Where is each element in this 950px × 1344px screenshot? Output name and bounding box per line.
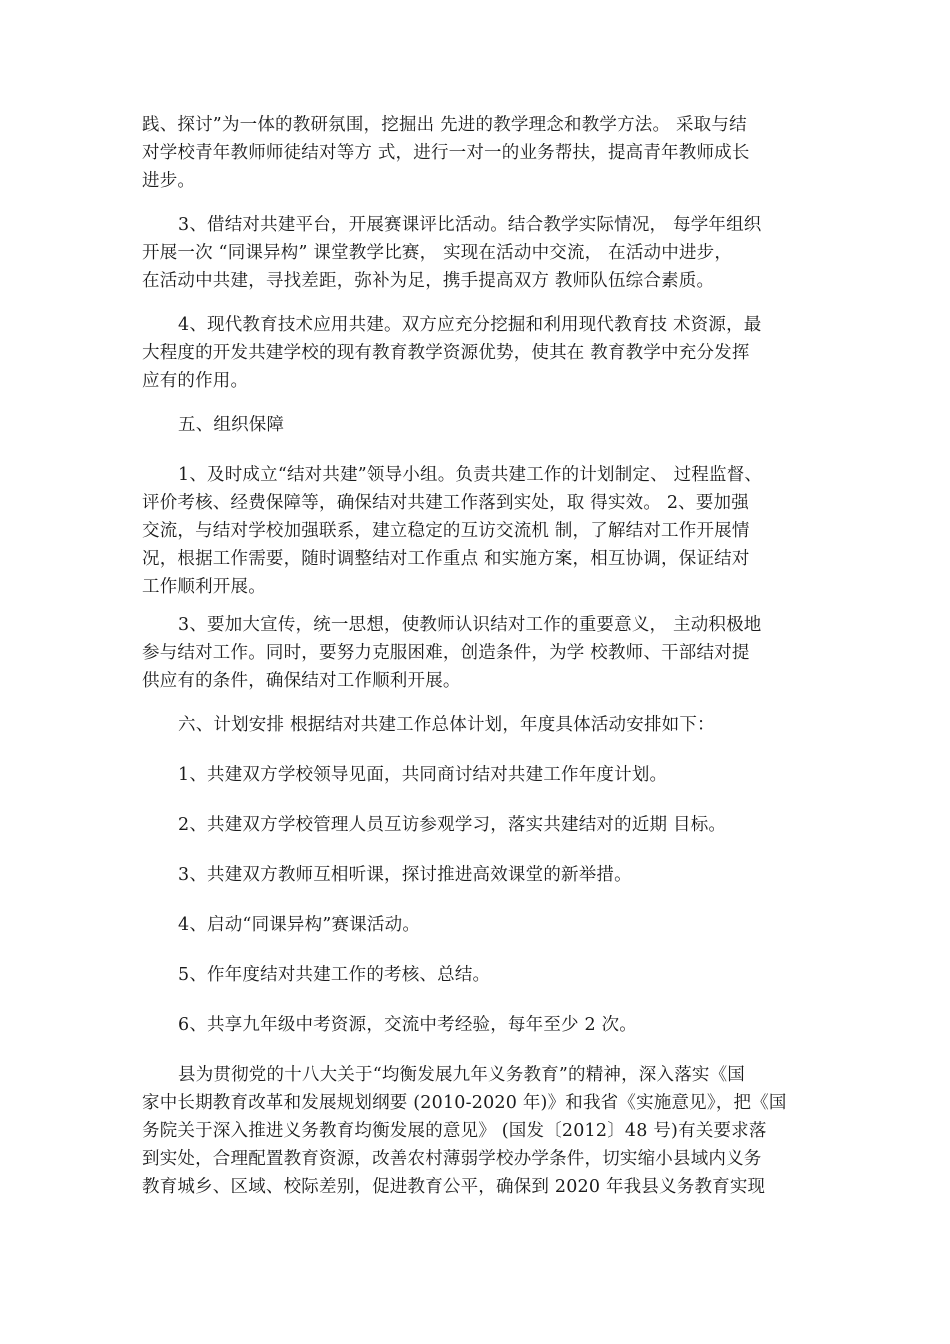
text-line: 供应有的条件，确保结对工作顺利开展。 — [142, 671, 461, 691]
text-line: 教育城乡、区域、校际差别，促进教育公平，确保到 2020 年我县义务教育实现 — [142, 1177, 766, 1197]
text-line: 3、借结对共建平台，开展赛课评比活动。结合教学实际情况， 每学年组织 — [178, 215, 762, 235]
text-line: 评价考核、经费保障等，确保结对共建工作落到实处，取 得实效。 2、要加强 — [142, 493, 749, 513]
text-line: 3、要加大宣传，统一思想，使教师认识结对工作的重要意义， 主动积极地 — [178, 615, 762, 635]
list-item: 3、共建双方教师互相听课，探讨推进高效课堂的新举措。 — [178, 865, 632, 885]
list-item: 2、共建双方学校管理人员互访参观学习，落实共建结对的近期 目标。 — [178, 815, 727, 835]
plan-item-5 — [142, 961, 812, 989]
text-line: 县为贯彻党的十八大关于“均衡发展九年义务教育”的精神，深入落实《国 — [178, 1065, 745, 1085]
plan-item-6 — [142, 1011, 812, 1039]
text-line: 务院关于深入推进义务教育均衡发展的意见》 (国发〔2012〕48 号)有关要求落 — [142, 1121, 767, 1141]
text-line: 1、及时成立“结对共建”领导小组。负责共建工作的计划制定、 过程监督、 — [178, 465, 763, 485]
text-line: 大程度的开发共建学校的现有教育教学资源优势，使其在 教育教学中充分发挥 — [142, 343, 750, 363]
plan-item-1 — [142, 761, 812, 789]
plan-item-2 — [142, 811, 812, 839]
text-line: 参与结对工作。同时，要努力克服困难，创造条件，为学 校教师、干部结对提 — [142, 643, 750, 663]
text-line: 4、现代教育技术应用共建。双方应充分挖掘和利用现代教育技 术资源，最 — [178, 315, 762, 335]
paragraph-item-3-competition — [142, 211, 812, 295]
list-item: 5、作年度结对共建工作的考核、总结。 — [178, 965, 491, 985]
list-item: 6、共享九年级中考资源，交流中考经验，每年至少 2 次。 — [178, 1015, 637, 1035]
list-item: 4、启动“同课异构”赛课活动。 — [178, 915, 421, 935]
paragraph-publicity — [142, 611, 812, 695]
text-line: 对学校青年教师师徒结对等方 式，进行一对一的业务帮扶，提高青年教师成长 — [142, 143, 750, 163]
text-line: 践、探讨”为一体的教研氛围，挖掘出 先进的教学理念和教学方法。 采取与结 — [142, 115, 747, 135]
paragraph-mentoring — [142, 111, 812, 195]
text-line: 家中长期教育改革和发展规划纲要 (2010-2020 年)》和我省《实施意见》，把《国 — [142, 1093, 787, 1113]
section-heading-6 — [142, 711, 812, 739]
list-item: 1、共建双方学校领导见面，共同商讨结对共建工作年度计划。 — [178, 765, 668, 785]
text-line: 应有的作用。 — [142, 371, 249, 391]
plan-item-4 — [142, 911, 812, 939]
text-line: 工作顺利开展。 — [142, 577, 266, 597]
text-line: 交流，与结对学校加强联系，建立稳定的互访交流机 制，了解结对工作开展情 — [142, 521, 750, 541]
text-line: 况，根据工作需要，随时调整结对工作重点 和实施方案，相互协调，保证结对 — [142, 549, 750, 569]
section-heading: 六、计划安排 根据结对共建工作总体计划，年度具体活动安排如下： — [178, 715, 715, 735]
paragraph-item-4-technology — [142, 311, 812, 395]
plan-item-3 — [142, 861, 812, 889]
text-line: 进步。 — [142, 171, 196, 191]
paragraph-county-balanced-education — [142, 1061, 812, 1201]
paragraph-leadership-group — [142, 461, 812, 601]
section-heading-5 — [142, 411, 812, 439]
text-line: 开展一次 “同课异构” 课堂教学比赛， 实现在活动中交流， 在活动中进步， — [142, 243, 733, 263]
text-line: 到实处，合理配置教育资源，改善农村薄弱学校办学条件，切实缩小县域内义务 — [142, 1149, 762, 1169]
text-line: 在活动中共建，寻找差距，弥补为足，携手提高双方 教师队伍综合素质。 — [142, 271, 715, 291]
section-heading: 五、组织保障 — [178, 415, 285, 435]
